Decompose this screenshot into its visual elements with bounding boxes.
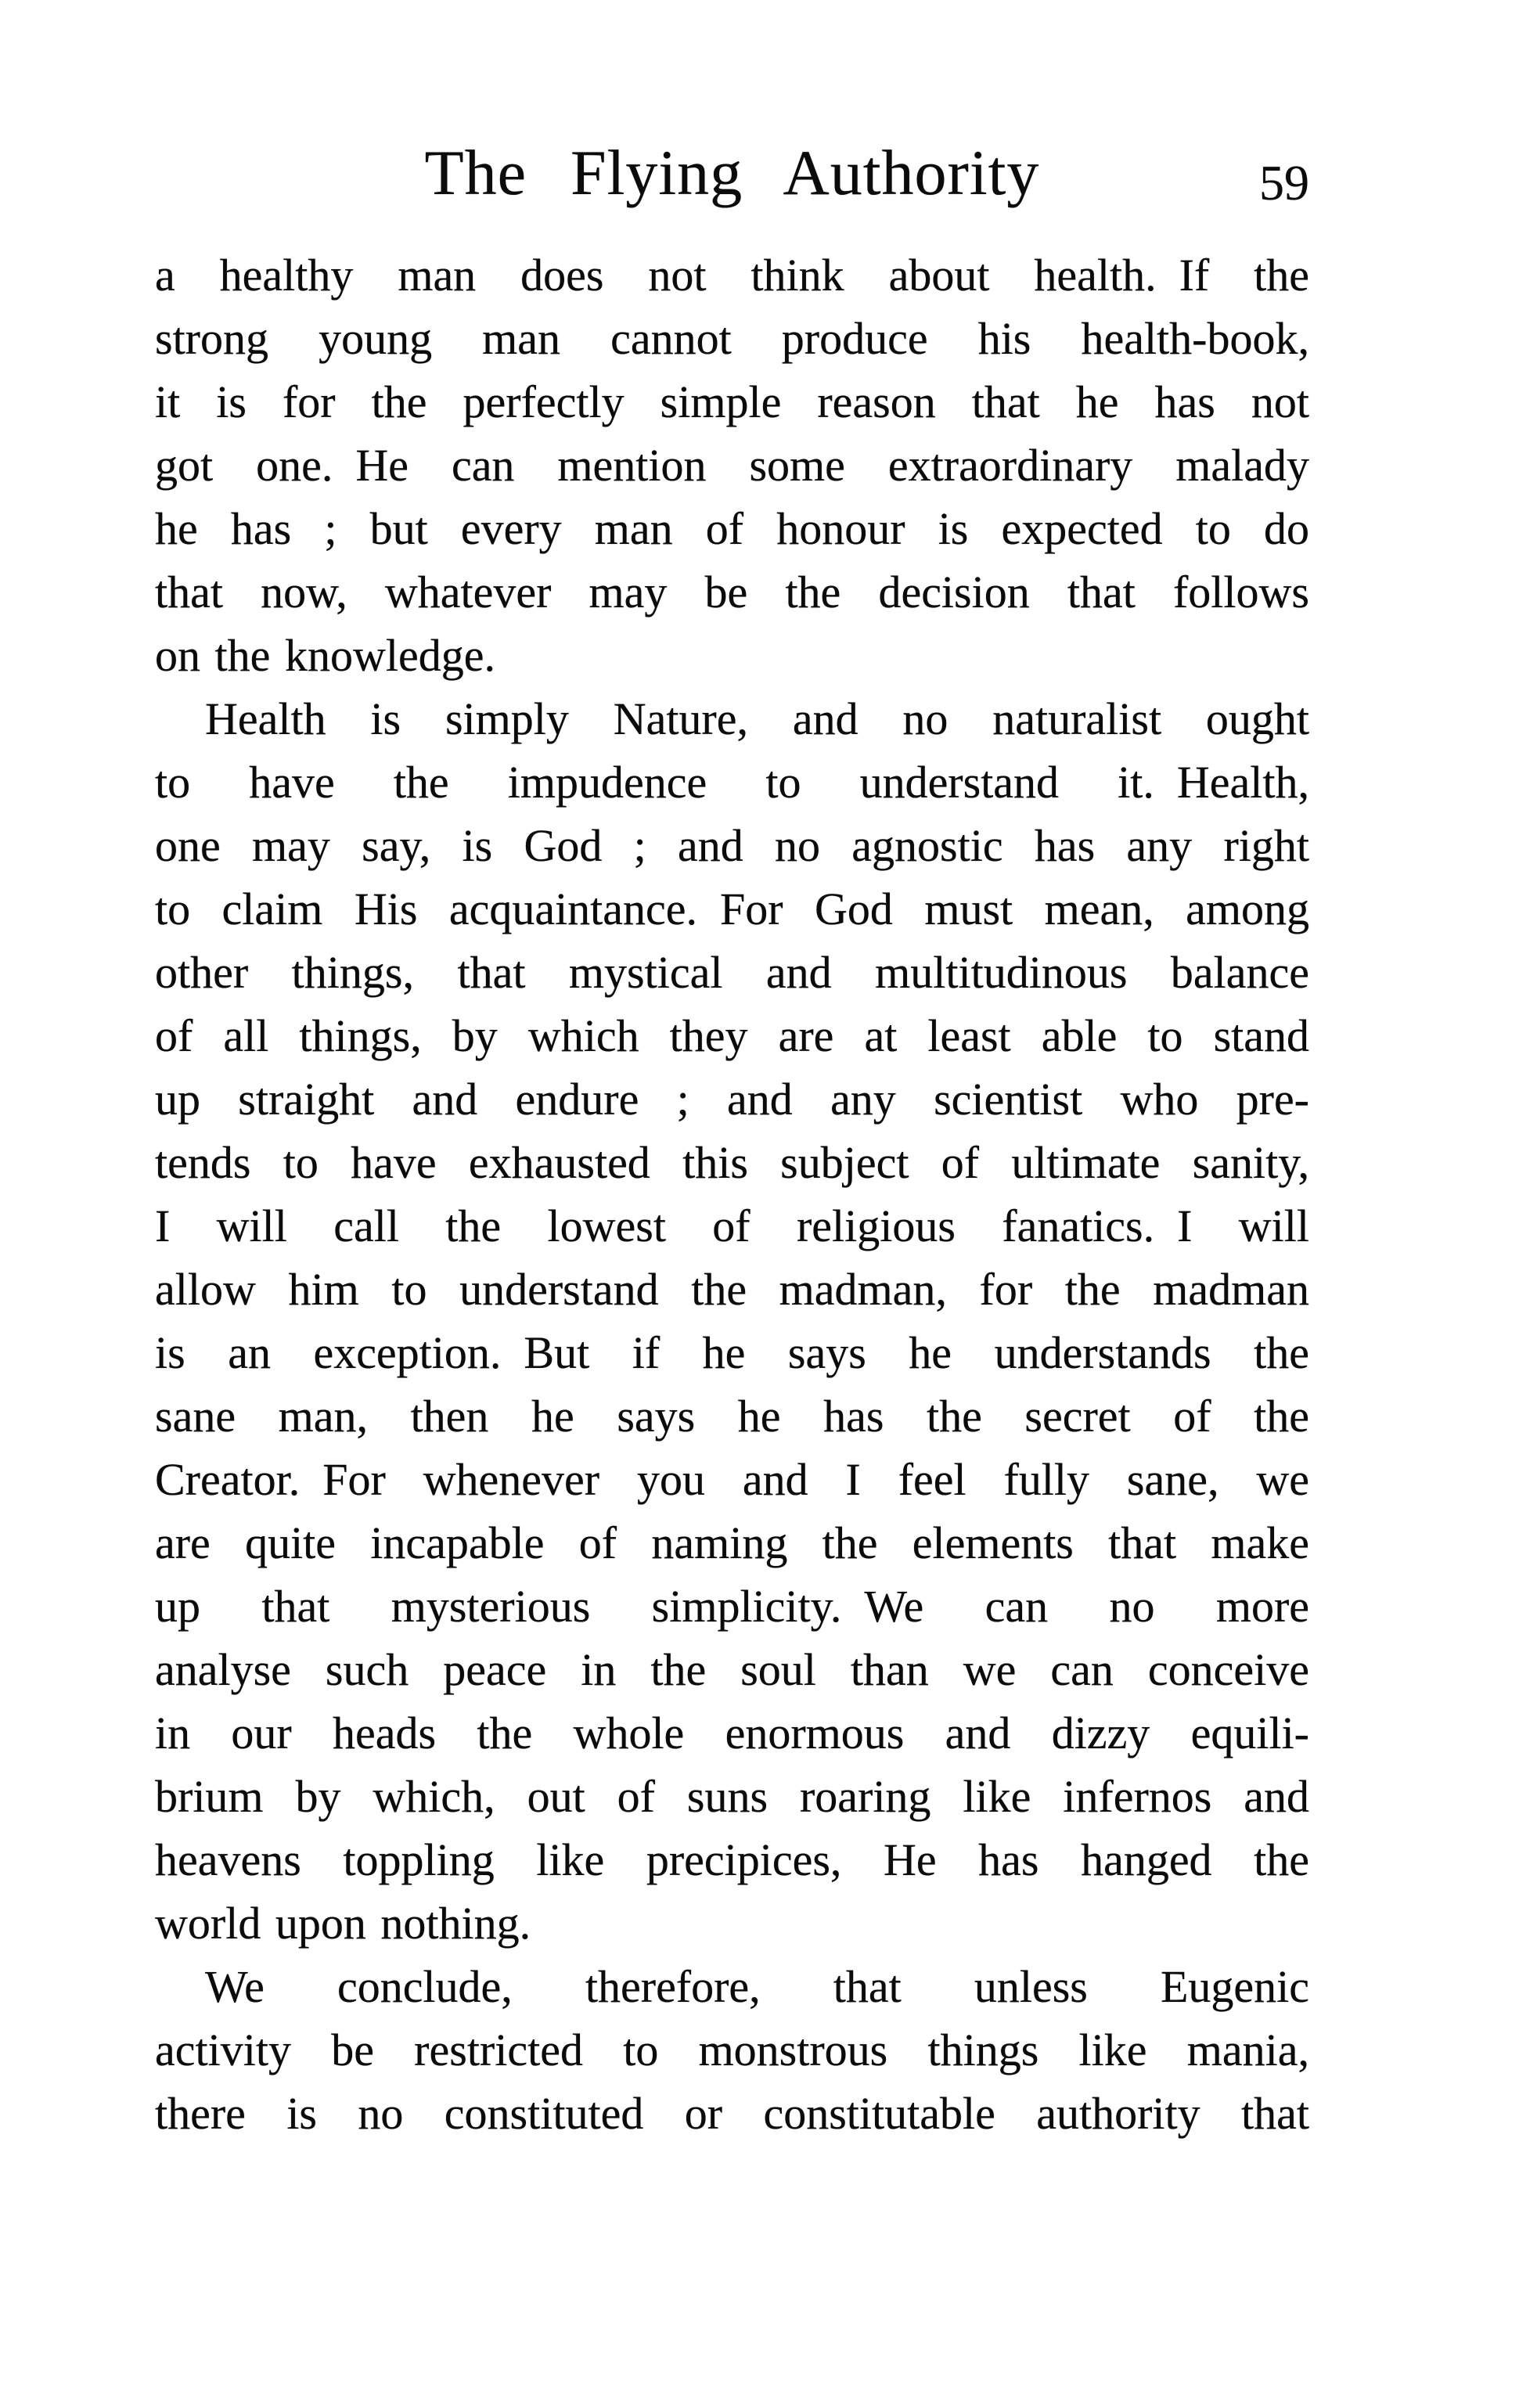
text-line: tends to have exhausted this subject of ultimate sanity, [155,1137,1309,1188]
text-line: got one. He can mention some extraordinary malady [155,440,1309,491]
text-line: that now, whatever may be the decision that follows [155,567,1309,617]
text-line: other things, that mystical and multitudinous balance [155,947,1309,998]
text-line: there is no constituted or constitutable authority that [155,2088,1309,2139]
text-line: of all things, by which they are at least able to stand [155,1010,1309,1061]
text-line: in our heads the whole enormous and dizzy equili- [155,1708,1309,1758]
text-line: heavens toppling like precipices, He has hanged the [155,1834,1309,1885]
text-line: to claim His acquaintance. For God must mean, among [155,884,1309,934]
text-line: analyse such peace in the soul than we can conceive [155,1644,1309,1695]
text-line: on the knowledge. [155,630,495,681]
text-block [155,243,1309,2145]
text-line: it is for the perfectly simple reason that he has not [155,376,1309,427]
text-line: he has ; but every man of honour is expected to do [155,503,1309,554]
paragraph [155,243,1309,687]
text-line: one may say, is God ; and no agnostic has any right [155,820,1309,871]
paragraph [155,1955,1309,2145]
text-line: up that mysterious simplicity. We can no more [155,1581,1309,1632]
text-line: up straight and endure ; and any scientist who pre- [155,1074,1309,1125]
page-title: The Flying Authority [424,137,1040,208]
text-line: is an exception. But if he says he understands the [155,1327,1309,1378]
page-number: 59 [1259,155,1309,211]
text-line: strong young man cannot produce his health-book, [155,313,1309,364]
text-line: We conclude, therefore, that unless Eugenic [205,1961,1309,2012]
text-line: are quite incapable of naming the elements that make [155,1517,1309,1568]
text-line: brium by which, out of suns roaring like infernos and [155,1771,1309,1822]
text-line: I will call the lowest of religious fanatics. I will [155,1200,1309,1251]
text-line: activity be restricted to monstrous things like mania, [155,2025,1309,2075]
text-line: to have the impudence to understand it. Health, [155,757,1309,808]
text-line: world upon nothing. [155,1898,531,1949]
text-line: Health is simply Nature, and no naturalist ought [205,693,1309,744]
text-line: allow him to understand the madman, for the madman [155,1264,1309,1315]
paragraph [155,687,1309,1955]
text-line: Creator. For whenever you and I feel fully sane, we [155,1454,1309,1505]
text-line: a healthy man does not think about health. If the [155,250,1309,301]
text-line: sane man, then he says he has the secret of the [155,1391,1309,1442]
